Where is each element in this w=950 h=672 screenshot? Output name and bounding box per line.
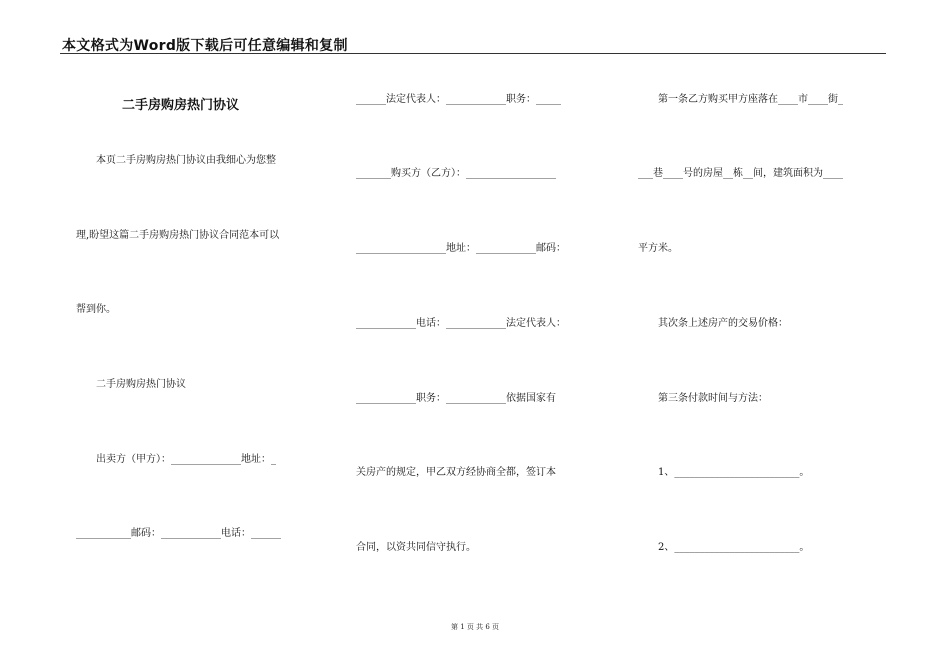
col1-line-6: ___________邮码：____________电话：______	[76, 528, 281, 539]
col2-line-4: ____________电话：____________法定代表人：	[356, 318, 566, 329]
col3-line-1: 第一条乙方购买甲方座落在____市____街_	[638, 94, 843, 105]
document-title: 二手房购房热门协议	[122, 98, 240, 113]
col2-line-6: 关房产的规定，甲乙双方经协商全都，签订本	[356, 467, 556, 478]
col1-line-4: 二手房购房热门协议	[76, 379, 186, 390]
document-header: 本文格式为Word版下载后可任意编辑和复制	[62, 38, 348, 54]
col3-line-5: 第三条付款时间与方法：	[638, 393, 768, 404]
col2-line-1: ______法定代表人：____________职务：_____	[356, 94, 561, 105]
col1-line-3: 帮到你。	[76, 304, 116, 315]
header-divider	[60, 53, 886, 54]
col3-line-2: ___巷____号的房屋__栋__间，建筑面积为____	[638, 168, 843, 179]
col3-line-7: 2、_________________________。	[638, 542, 810, 553]
col1-line-1: 本页二手房购房热门协议由我细心为您整	[76, 155, 276, 166]
col3-line-4: 其次条上述房产的交易价格：	[638, 318, 788, 329]
col3-line-3: 平方米。	[638, 243, 678, 254]
page-number-footer: 第 1 页 共 6 页	[450, 623, 500, 631]
col2-line-7: 合同，以资共同信守执行。	[356, 542, 476, 553]
col1-line-2: 理,盼望这篇二手房购房热门协议合同范本可以	[76, 230, 280, 241]
col3-line-6: 1、_________________________。	[638, 467, 810, 478]
col2-line-5: ____________职务：____________依据国家有	[356, 393, 556, 404]
col2-line-2: _______购买方（乙方）：__________________	[356, 168, 556, 179]
col1-line-5: 出卖方（甲方）：______________地址：_	[76, 454, 276, 465]
col2-line-3: __________________地址：____________邮码：	[356, 243, 566, 254]
